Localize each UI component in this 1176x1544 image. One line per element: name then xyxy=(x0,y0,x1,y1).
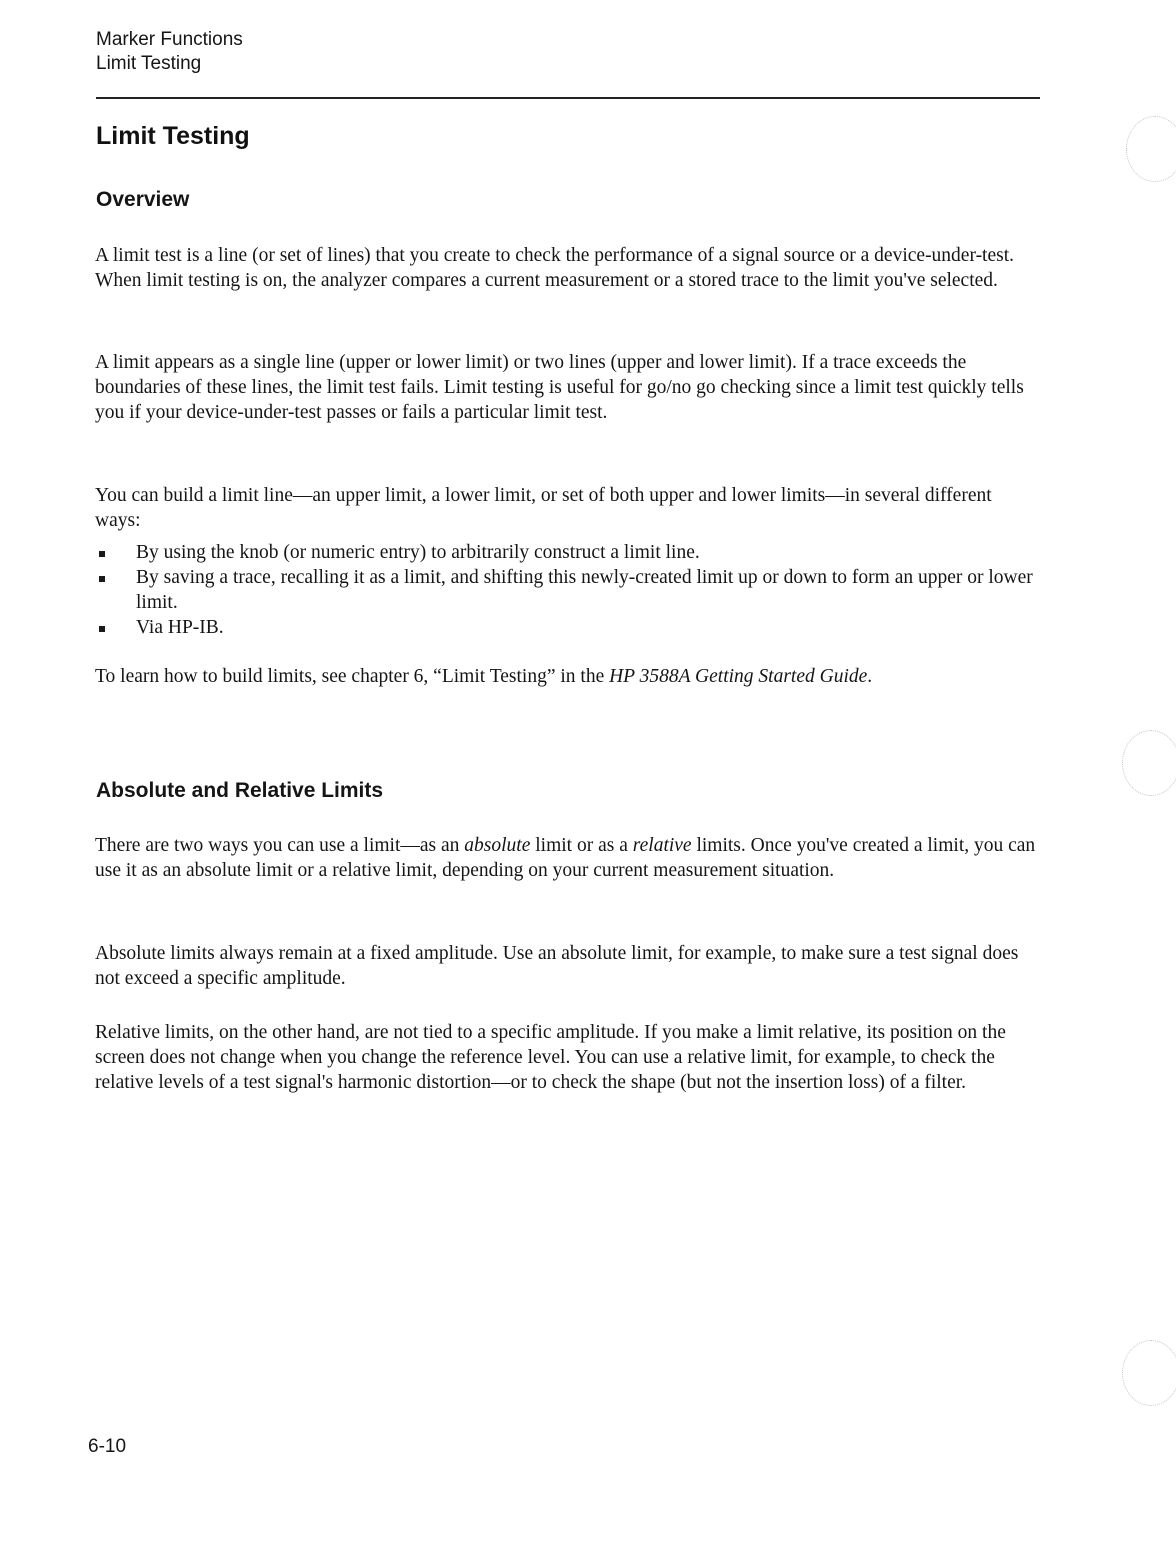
absolute-relative-paragraph-3: Relative limits, on the other hand, are not tied to a specific amplitude. If you make a limit relative, its position on the screen does not change when you change the reference level. You can use a relative limit, for example, to check the relative levels of a test signal's harmonic distortion—or to check the shape (but not the insertion loss) of a filter. xyxy=(95,1022,1006,1093)
absolute-relative-heading: Absolute and Relative Limits xyxy=(96,779,384,802)
absolute-relative-paragraph-1 xyxy=(95,833,1040,883)
punch-hole-icon xyxy=(1122,730,1176,796)
list-item-text: Via HP-IB. xyxy=(136,617,224,638)
overview-paragraph-2: A limit appears as a single line (upper or lower limit) or two lines (upper and lower limit). If a trace exceeds the boundaries of these lines, the limit test fails. Limit testing is useful for go/no go checking since a limit test quickly tells you if your device-under-test passes or fails a particular limit test. xyxy=(95,352,1024,423)
overview-paragraph-1: A limit test is a line (or set of lines) that you create to check the performance of a signal source or a device-under-test. When limit testing is on, the analyzer compares a current measurement or a stored trace to the limit you've selected. xyxy=(95,245,1015,291)
square-bullet-icon xyxy=(99,626,105,632)
text-run: There are two ways you can use a limit—as an xyxy=(95,835,465,856)
emphasis-relative: relative xyxy=(632,835,692,856)
overview-paragraph-4 xyxy=(95,664,1040,689)
running-header-section: Limit Testing xyxy=(96,53,202,74)
overview-heading: Overview xyxy=(96,188,190,211)
list-item xyxy=(95,565,1040,615)
text-run: limit or as a xyxy=(530,835,633,856)
punch-hole-icon xyxy=(1126,116,1176,182)
punch-hole-icon xyxy=(1122,1340,1176,1406)
list-item-text: By using the knob (or numeric entry) to arbitrarily construct a limit line. xyxy=(136,542,700,563)
square-bullet-icon xyxy=(99,576,105,582)
emphasis-absolute: absolute xyxy=(464,835,531,856)
text-run: limits. Once you've created a limit, you can use it as an absolute limit or a relative limit, depending on your current measurement situation. xyxy=(95,835,1036,881)
running-header xyxy=(96,28,243,76)
list-item xyxy=(95,615,1040,640)
page-title: Limit Testing xyxy=(96,122,250,150)
list-item-text: By saving a trace, recalling it as a limit, and shifting this newly-created limit up or down to form an upper or lower limit. xyxy=(136,567,1033,613)
reference-text: To learn how to build limits, see chapter 6, “Limit Testing” in the xyxy=(95,666,610,687)
book-title: HP 3588A Getting Started Guide xyxy=(609,666,868,687)
page-number: 6-10 xyxy=(88,1436,127,1457)
square-bullet-icon xyxy=(99,551,105,557)
list-item xyxy=(95,540,1040,565)
running-header-chapter: Marker Functions xyxy=(96,29,243,50)
overview-paragraph-3: You can build a limit line—an upper limit, a lower limit, or set of both upper and lower limits—in several different ways: xyxy=(95,485,992,531)
build-methods-list xyxy=(95,540,1040,640)
header-rule xyxy=(96,97,1040,99)
absolute-relative-paragraph-2: Absolute limits always remain at a fixed amplitude. Use an absolute limit, for example, to make sure a test signal does not exceed a specific amplitude. xyxy=(95,943,1019,989)
reference-end: . xyxy=(867,666,873,687)
